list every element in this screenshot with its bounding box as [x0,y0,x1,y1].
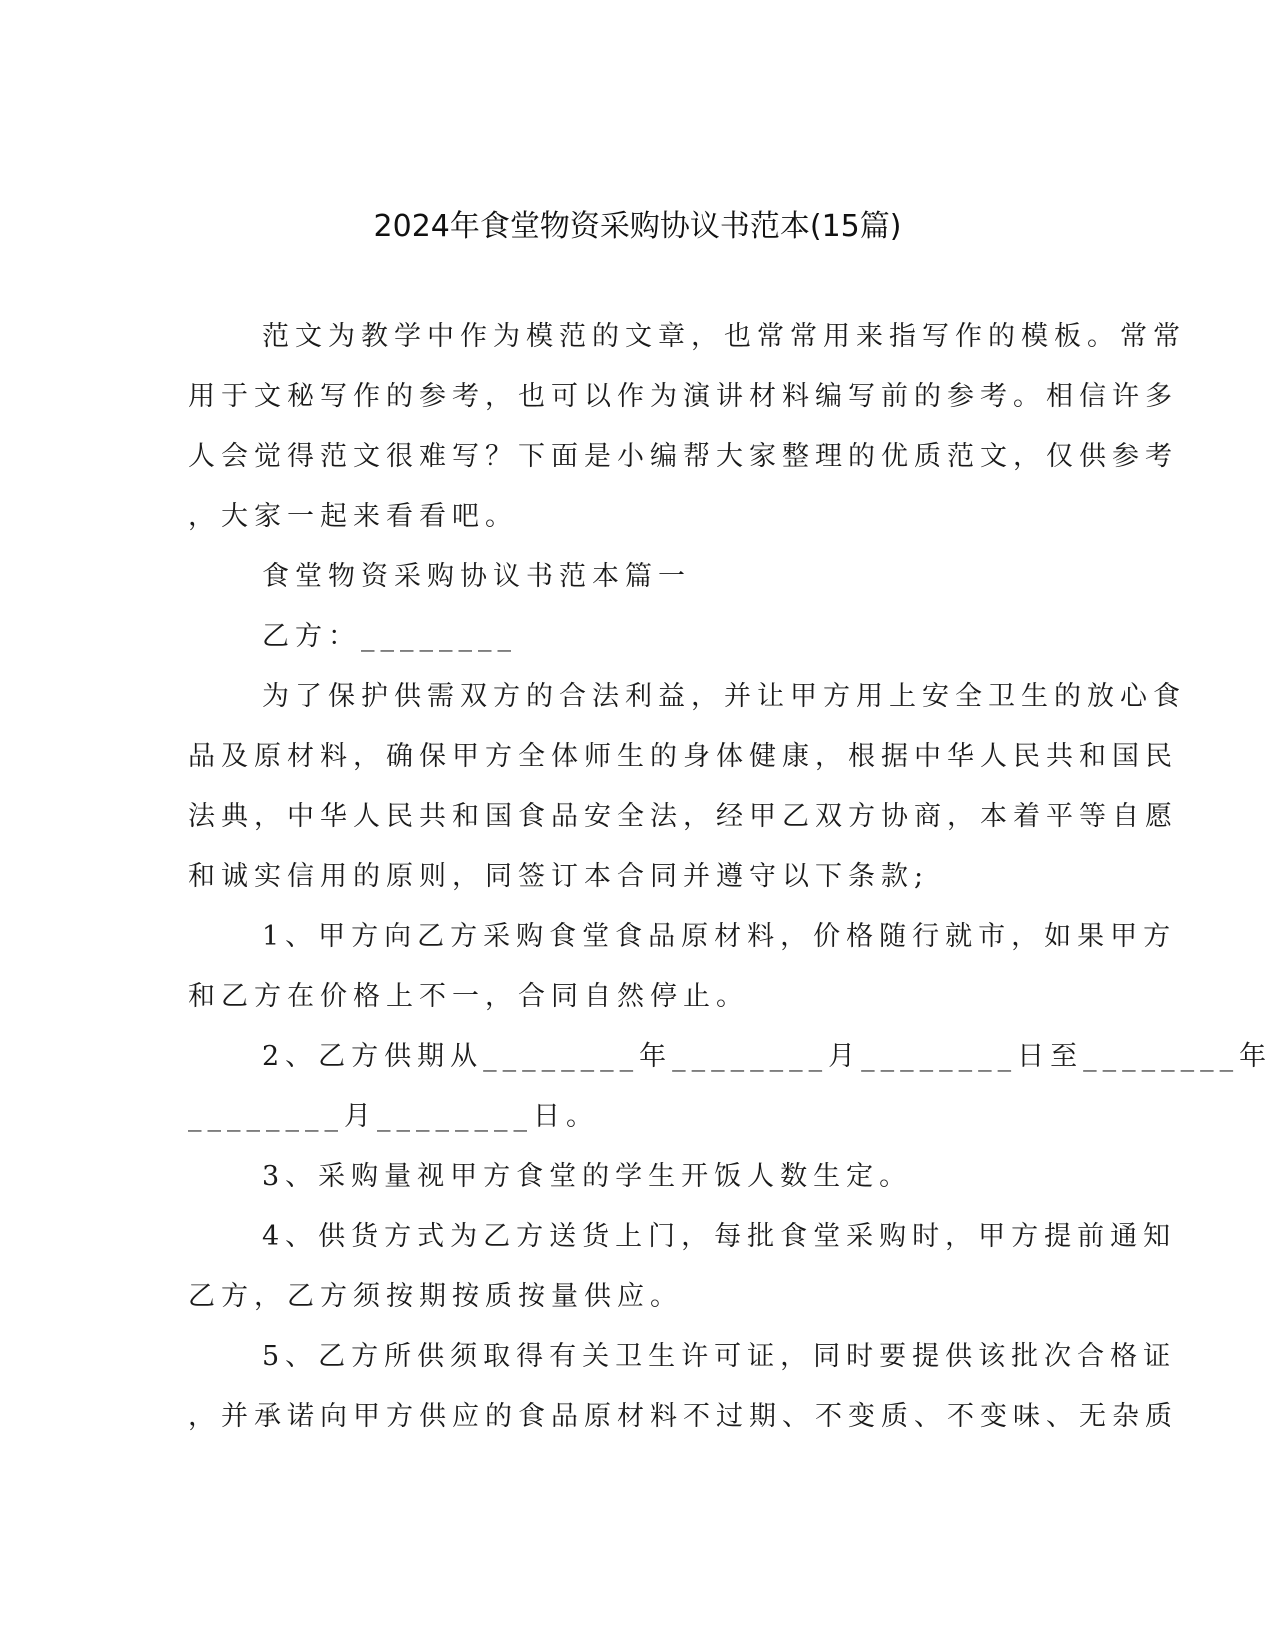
clause-line: 1、甲方向乙方采购食堂食品原材料，价格随行就市，如果甲方 [262,921,1177,952]
paragraph-line: 法典，中华人民共和国食品安全法，经甲乙双方协商，本着平等自愿 [188,801,1178,832]
party-b-field: 乙方：________ [262,621,517,652]
clause-line: ________月________日。 [188,1101,599,1132]
clause-line: 乙方，乙方须按期按质按量供应。 [188,1281,683,1312]
paragraph-line: 为了保护供需双方的合法利益，并让甲方用上安全卫生的放心食 [262,681,1186,712]
paragraph-line: ，大家一起来看看吧。 [188,501,518,532]
clause-line: 2、乙方供期从________年________月________日至________年 [262,1041,1273,1072]
paragraph-line: 人会觉得范文很难写？下面是小编帮大家整理的优质范文，仅供参考 [188,441,1178,472]
clause-line: 3、采购量视甲方食堂的学生开饭人数生定。 [262,1161,913,1192]
paragraph-line: 用于文秘写作的参考，也可以作为演讲材料编写前的参考。相信许多 [188,381,1178,412]
paragraph-line: 品及原材料，确保甲方全体师生的身体健康，根据中华人民共和国民 [188,741,1178,772]
document-title: 2024年食堂物资采购协议书范本(15篇) [373,209,902,244]
paragraph-line: 和诚实信用的原则，同签订本合同并遵守以下条款; [188,861,930,892]
section-heading: 食堂物资采购协议书范本篇一 [262,561,691,592]
clause-line: 5、乙方所供须取得有关卫生许可证，同时要提供该批次合格证 [262,1341,1177,1372]
clause-line: 和乙方在价格上不一，合同自然停止。 [188,981,749,1012]
paragraph-line: 范文为教学中作为模范的文章，也常常用来指写作的模板。常常 [262,321,1186,352]
clause-line: 4、供货方式为乙方送货上门，每批食堂采购时，甲方提前通知 [262,1221,1177,1252]
clause-line: ，并承诺向甲方供应的食品原材料不过期、不变质、不变味、无杂质 [188,1401,1178,1432]
